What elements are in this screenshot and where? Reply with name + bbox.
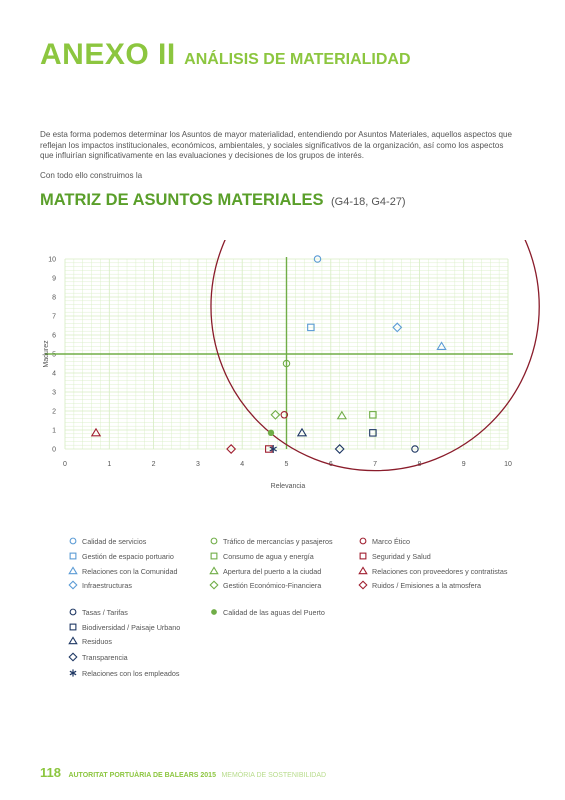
legend-marker-shape	[360, 553, 366, 559]
legend-marker-shape	[70, 624, 76, 630]
x-tick-label: 2	[151, 461, 156, 468]
page-title	[40, 38, 411, 72]
legend-marker-shape	[70, 538, 76, 544]
legend-label: Calidad de las aguas del Puerto	[223, 608, 325, 617]
legend-marker-shape	[70, 553, 76, 559]
legend-marker-shape	[211, 609, 217, 615]
legend-label: Apertura del puerto a la ciudad	[223, 567, 322, 576]
legend-label: Relaciones con la Comunidad	[82, 567, 178, 576]
legend-marker	[68, 536, 78, 546]
legend-label: Transparencia	[82, 653, 128, 662]
page-title-main: ANEXO II	[40, 38, 176, 71]
x-tick-label: 1	[107, 461, 112, 468]
legend-marker-shape	[360, 538, 366, 544]
y-tick-label: 7	[52, 313, 56, 321]
legend-marker	[358, 536, 368, 546]
x-tick-label: 9	[461, 461, 466, 468]
x-tick-label: 8	[417, 461, 422, 468]
legend-marker	[68, 580, 78, 590]
legend-label: Tasas / Tarifas	[82, 608, 128, 617]
page-number: 118	[40, 765, 61, 780]
legend-marker	[68, 551, 78, 561]
legend-label: Biodiversidad / Paisaje Urbano	[82, 623, 181, 632]
legend-marker-shape	[211, 553, 217, 559]
legend-marker	[68, 566, 78, 576]
legend-label: Consumo de agua y energía	[223, 552, 314, 561]
x-tick-label: 4	[240, 461, 245, 468]
y-tick-label: 4	[52, 370, 56, 378]
x-tick-label: 3	[195, 461, 200, 468]
axes	[45, 240, 539, 471]
legend-marker	[358, 580, 368, 590]
y-tick-label: 0	[52, 446, 56, 454]
legend-label: Ruidos / Emisiones a la atmosfera	[372, 581, 482, 590]
legend-marker	[68, 622, 78, 632]
legend-marker	[358, 551, 368, 561]
y-tick-label: 1	[52, 427, 56, 435]
legend-label: Calidad de servicios	[82, 537, 147, 546]
section-title	[40, 191, 406, 210]
intro-paragraph: De esta forma podemos determinar los Asuntos de mayor materialidad, entendiendo por Asuntos Materiales, aquellos aspectos que reflejan los impactos institucionales, económicos, ambientales, y sociales significativos de la organización, así como los aspectos que influirían significativamente en las evaluaciones y decisiones de los grupos de interés.	[40, 130, 512, 160]
legend-marker-shape	[70, 669, 76, 676]
legend-label: Relaciones con los empleados	[82, 669, 180, 678]
legend-marker-shape	[210, 581, 218, 589]
legend-marker	[68, 607, 78, 617]
legend-marker-shape	[70, 609, 76, 615]
data-point	[437, 342, 445, 349]
legend-marker	[68, 668, 78, 678]
section-title-code: (G4-18, G4-27)	[331, 196, 406, 208]
intro-lead: Con todo ello construimos la	[40, 171, 143, 180]
legend-label: Seguridad y Salud	[372, 552, 431, 561]
x-tick-label: 5	[284, 461, 289, 468]
x-tick-label: 6	[328, 461, 333, 468]
y-tick-label: 5	[52, 351, 56, 359]
legend-marker	[68, 636, 78, 646]
y-axis-label: Madurez	[43, 340, 50, 368]
legend-marker	[209, 607, 219, 617]
legend-marker-shape	[210, 567, 218, 573]
legend-marker	[209, 536, 219, 546]
x-tick-label: 10	[504, 461, 512, 468]
footer-org: AUTORITAT PORTUÀRIA DE BALEARS 2015	[68, 772, 216, 779]
legend-label: Relaciones con proveedores y contratistas	[372, 567, 508, 576]
y-tick-label: 8	[52, 294, 56, 302]
y-tick-label: 6	[52, 332, 56, 340]
x-axis-label: Relevancia	[270, 483, 306, 490]
legend-marker	[358, 566, 368, 576]
legend-label: Residuos	[82, 637, 112, 646]
legend-marker-shape	[211, 538, 217, 544]
legend-marker	[209, 566, 219, 576]
x-tick-label: 7	[373, 461, 378, 468]
footer-doc: MEMÒRIA DE SOSTENIBILIDAD	[221, 772, 327, 779]
legend-marker-shape	[359, 567, 367, 573]
legend-marker	[68, 652, 78, 662]
legend-marker-shape	[359, 581, 367, 589]
data-point	[338, 412, 346, 419]
section-title-main: MATRIZ DE ASUNTOS MATERIALES	[40, 191, 324, 209]
legend-marker	[209, 580, 219, 590]
legend-label: Marco Ético	[372, 537, 410, 546]
y-tick-label: 3	[52, 389, 56, 397]
materiality-matrix-chart	[0, 240, 565, 500]
data-point	[268, 430, 274, 436]
y-tick-label: 9	[52, 275, 56, 283]
legend-label: Gestión Económico-Financiera	[223, 581, 322, 590]
y-tick-label: 2	[52, 408, 56, 416]
y-tick-label: 10	[48, 256, 56, 264]
legend-marker-shape	[69, 567, 77, 573]
legend-label: Infraestructuras	[82, 581, 132, 590]
legend-marker-shape	[69, 637, 77, 643]
legend-marker-shape	[69, 581, 77, 589]
legend-marker-shape	[69, 653, 77, 661]
legend-label: Gestión de espacio portuario	[82, 552, 174, 561]
footer	[40, 764, 326, 782]
x-tick-label: 0	[63, 461, 67, 468]
page-title-sub: ANÁLISIS DE MATERIALIDAD	[184, 51, 411, 68]
legend-marker	[209, 551, 219, 561]
legend-label: Tráfico de mercancías y pasajeros	[223, 537, 333, 546]
